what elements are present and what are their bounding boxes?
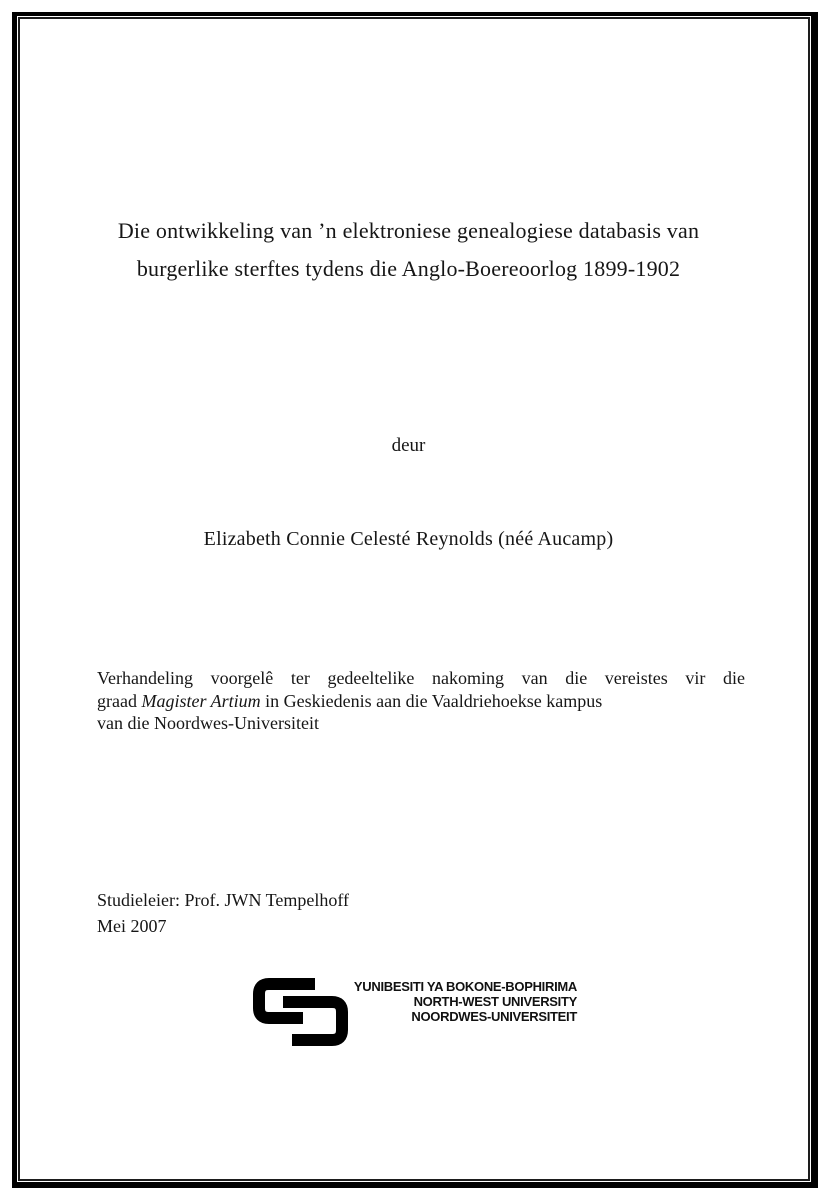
thesis-statement-line-2: [97, 690, 745, 713]
statement-line2-prefix: graad: [97, 690, 142, 711]
statement-degree-name: Magister Artium: [141, 690, 261, 711]
nwu-wordmark-line-1: YUNIBESITI YA BOKONE-BOPHIRIMA: [353, 979, 577, 994]
thesis-statement-line-3: van die Noordwes-Universiteit: [97, 713, 319, 733]
date-line: Mei 2007: [97, 916, 167, 936]
nwu-wordmark-line-2: NORTH-WEST UNIVERSITY: [413, 994, 577, 1009]
byline-deur: deur: [391, 435, 426, 456]
thesis-title: [0, 212, 817, 288]
statement-line2-suffix: in Geskiedenis aan die Vaaldriehoekse kampus: [260, 690, 603, 711]
thesis-statement-line-1: Verhandeling voorgelê ter gedeeltelike nakoming van die vereistes vir die: [97, 668, 745, 688]
nwu-logo-wordmark: [300, 979, 577, 1024]
thesis-title-line-1: Die ontwikkeling van ’n elektroniese genealogiese databasis van: [117, 218, 700, 243]
thesis-statement: [97, 667, 745, 735]
supervisor-line: Studieleier: Prof. JWN Tempelhoff: [97, 890, 350, 910]
author-name: Elizabeth Connie Celesté Reynolds (néé Aucamp): [203, 528, 614, 550]
thesis-title-line-2: burgerlike sterftes tydens die Anglo-Boereoorlog 1899-1902: [136, 256, 681, 281]
nwu-wordmark-line-3: NOORDWES-UNIVERSITEIT: [411, 1009, 577, 1024]
supervisor-block: [97, 887, 349, 939]
